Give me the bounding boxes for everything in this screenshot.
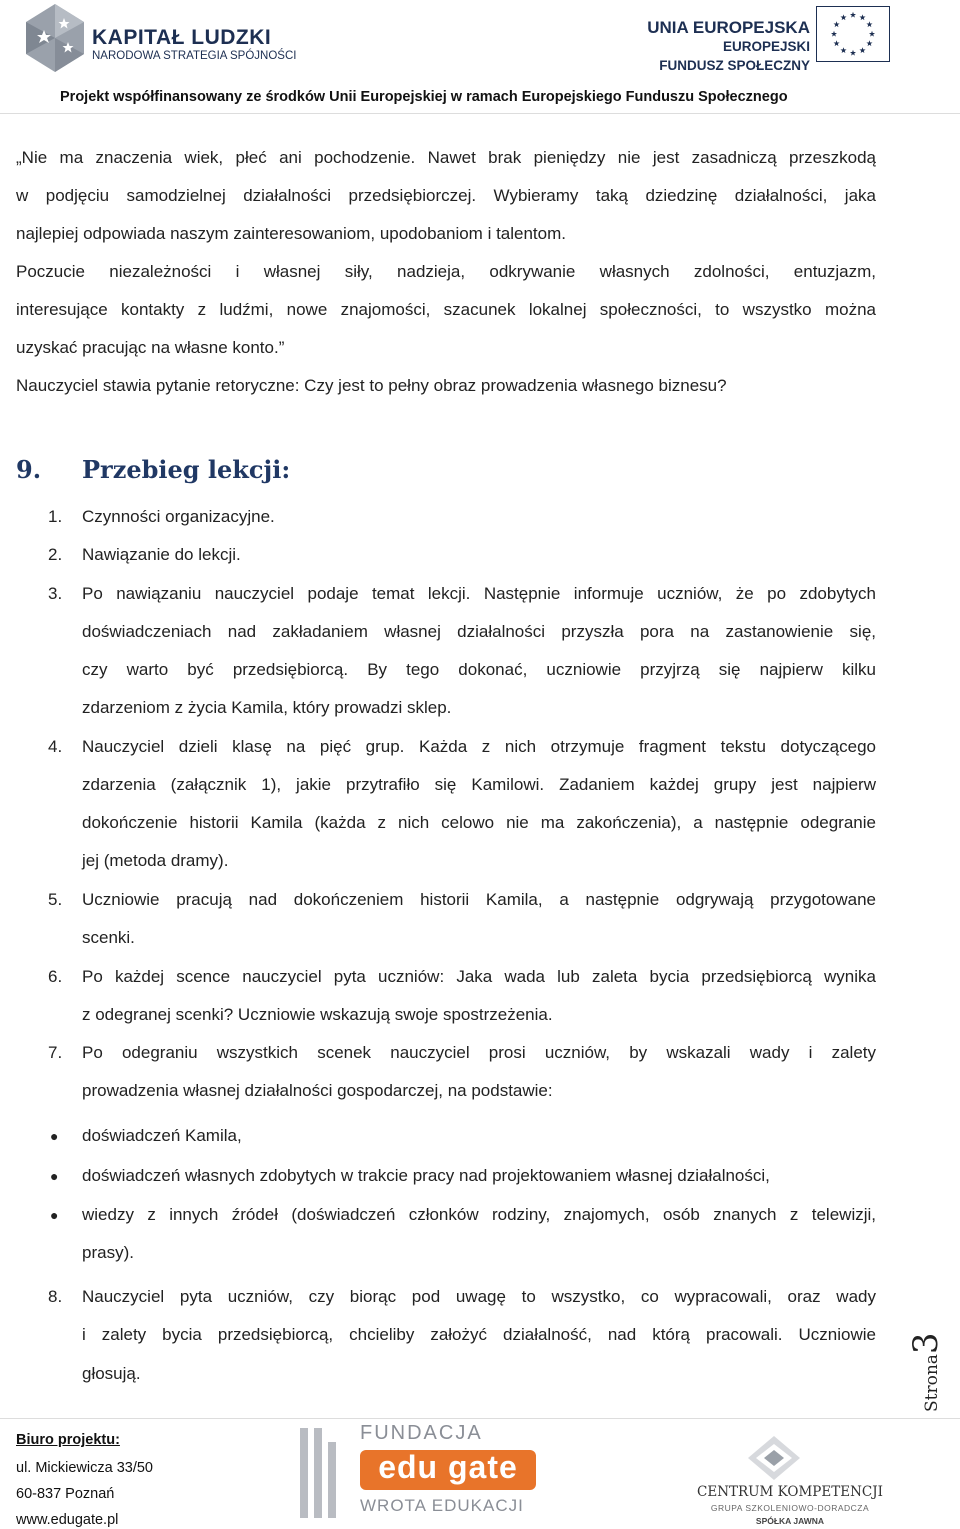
footer-city: 60-837 Poznań (16, 1486, 115, 1502)
list-item-line: Nauczyciel dzieli klasę na pięć grup. Każda z nich otrzymuje fragment tekstu dotyczącego (82, 737, 876, 756)
page-label-word: Strona (922, 1354, 942, 1412)
edugate-line2: edu gate (378, 1449, 518, 1485)
header-divider (0, 113, 960, 114)
project-cofinancing-line: Projekt współfinansowany ze środków Unii Europejskiej w ramach Europejskiego Funduszu Społecznego (60, 89, 788, 105)
footer-divider (0, 1418, 960, 1419)
bullet-dot-icon: ● (50, 1168, 59, 1184)
ck-line2: GRUPA SZKOLENIOWO-DORADCZA (710, 1503, 870, 1513)
page-header (0, 0, 960, 113)
section-title: Przebieg lekcji: (82, 455, 291, 484)
list-item-line: Po nawiązaniu nauczyciel podaje temat lekcji. Następnie informuje uczniów, że po zdobytych (82, 584, 876, 603)
bullet-item: wiedzy z innych źródeł (doświadczeń członków rodziny, znajomych, osób znanych z telewizji, (82, 1205, 876, 1224)
bullet-item: doświadczeń własnych zdobytych w trakcie pracy nad projektowaniem własnej działalności, (82, 1166, 770, 1185)
list-item-line: Nawiązanie do lekcji. (82, 545, 241, 564)
list-item-line: z odegranej scenki? Uczniowie wskazują swoje spostrzeżenia. (82, 1005, 553, 1024)
footer-street: ul. Mickiewicza 33/50 (16, 1460, 153, 1476)
section-number: 9. (16, 455, 42, 484)
ck-emblem-icon (748, 1436, 800, 1480)
list-item-line: jej (metoda dramy). (82, 851, 229, 870)
intro-line: w podjęciu samodzielnej działalności przedsiębiorczej. Wybieramy taką dziedzinę działalności, jaka (16, 186, 876, 205)
eu-flag-icon (816, 6, 890, 62)
intro-line: „Nie ma znaczenia wiek, płeć ani pochodzenie. Nawet brak pieniędzy nie jest zasadniczą przeszkodą (16, 148, 876, 167)
list-item-line: zdarzenia (załącznik 1), jakie przytrafiło się Kamilowi. Zadaniem każdej grupy jest najpierw (82, 775, 876, 794)
list-item-line: głosują. (82, 1364, 141, 1383)
intro-question: Nauczyciel stawia pytanie retoryczne: Czy jest to pełny obraz prowadzenia własnego biznesu? (16, 376, 727, 395)
bullet-dot-icon: ● (50, 1128, 59, 1144)
ck-line1: CENTRUM KOMPETENCJI (697, 1484, 883, 1500)
edugate-line3: WROTA EDUKACJI (360, 1496, 524, 1515)
list-item-number: 2. (48, 545, 63, 564)
intro-line: uzyskać pracując na własne konto.” (16, 338, 285, 357)
list-item-line: i zalety bycia przedsiębiorcą, chcieliby założyć działalność, nad którą pracowali. Uczniowie (82, 1325, 876, 1344)
ue-line2: EUROPEJSKI (722, 39, 810, 54)
list-item-line: Uczniowie pracują nad dokończeniem historii Kamila, a następnie odgrywają przygotowane (82, 890, 876, 909)
list-item-line: czy warto być przedsiębiorcą. By tego dokonać, uczniowie przyjrzą się najpierw kilku (82, 660, 876, 679)
footer-label: Biuro projektu: (16, 1432, 120, 1448)
edugate-logo (300, 1420, 550, 1526)
ue-logo-text (647, 18, 810, 75)
bullet-item: doświadczeń Kamila, (82, 1126, 242, 1145)
list-item-number: 3. (48, 584, 63, 603)
list-item-number: 4. (48, 737, 63, 756)
intro-line: interesujące kontakty z ludźmi, nowe znajomości, szacunek lokalnej społeczności, to wszystko można (16, 300, 876, 319)
list-item-line: Czynności organizacyjne. (82, 507, 275, 526)
list-item-number: 6. (48, 967, 63, 986)
list-item-line: Nauczyciel pyta uczniów, czy biorąc pod uwagę to wszystko, co wypracowali, oraz wady (82, 1287, 876, 1306)
centrum-kompetencji-logo (680, 1436, 910, 1526)
page-label-number: 3 (906, 1332, 946, 1355)
footer-web: www.edugate.pl (16, 1512, 119, 1528)
kapital-ludzki-logo-icon (24, 2, 86, 74)
list-item-number: 5. (48, 890, 63, 909)
kapital-ludzki-subtitle: NARODOWA STRATEGIA SPÓJNOŚCI (92, 50, 297, 62)
list-item-line: zdarzeniom z życia Kamila, który prowadzi sklep. (82, 698, 452, 717)
section-heading (16, 455, 290, 484)
list-item-line: Po odegraniu wszystkich scenek nauczyciel prosi uczniów, by wskazali wady i zalety (82, 1043, 876, 1062)
list-item-line: dokończenie historii Kamila (każda z nich celowo nie ma zakończenia), a następnie odegranie (82, 813, 876, 832)
kapital-ludzki-title: KAPITAŁ LUDZKI (92, 26, 272, 49)
list-item-line: Po każdej scence nauczyciel pyta uczniów: Jaka wada lub zaleta bycia przedsiębiorcą wynika (82, 967, 876, 986)
list-item-line: prowadzenia własnej działalności gospodarczej, na podstawie: (82, 1081, 553, 1100)
list-item-number: 8. (48, 1287, 63, 1306)
list-item-number: 7. (48, 1043, 63, 1062)
list-item-number: 1. (48, 507, 63, 526)
ue-line3: FUNDUSZ SPOŁECZNY (659, 58, 810, 73)
intro-line: najlepiej odpowiada naszym zainteresowaniom, upodobaniom i talentom. (16, 224, 566, 243)
edugate-bars-icon (300, 1428, 340, 1518)
ck-line3: SPÓŁKA JAWNA (755, 1516, 825, 1526)
ue-line1: UNIA EUROPEJSKA (647, 18, 810, 37)
intro-line: Poczucie niezależności i własnej siły, nadzieja, odkrywanie własnych zdolności, entuzjazm, (16, 262, 876, 281)
list-item-line: scenki. (82, 928, 135, 947)
edugate-line1: FUNDACJA (360, 1422, 483, 1444)
page-number-label (904, 1300, 960, 1412)
bullet-item: prasy). (82, 1243, 134, 1262)
bullet-dot-icon: ● (50, 1207, 59, 1223)
list-item-line: doświadczeniach nad zakładaniem własnej działalności przyszła pora na zastanowienie się, (82, 622, 876, 641)
